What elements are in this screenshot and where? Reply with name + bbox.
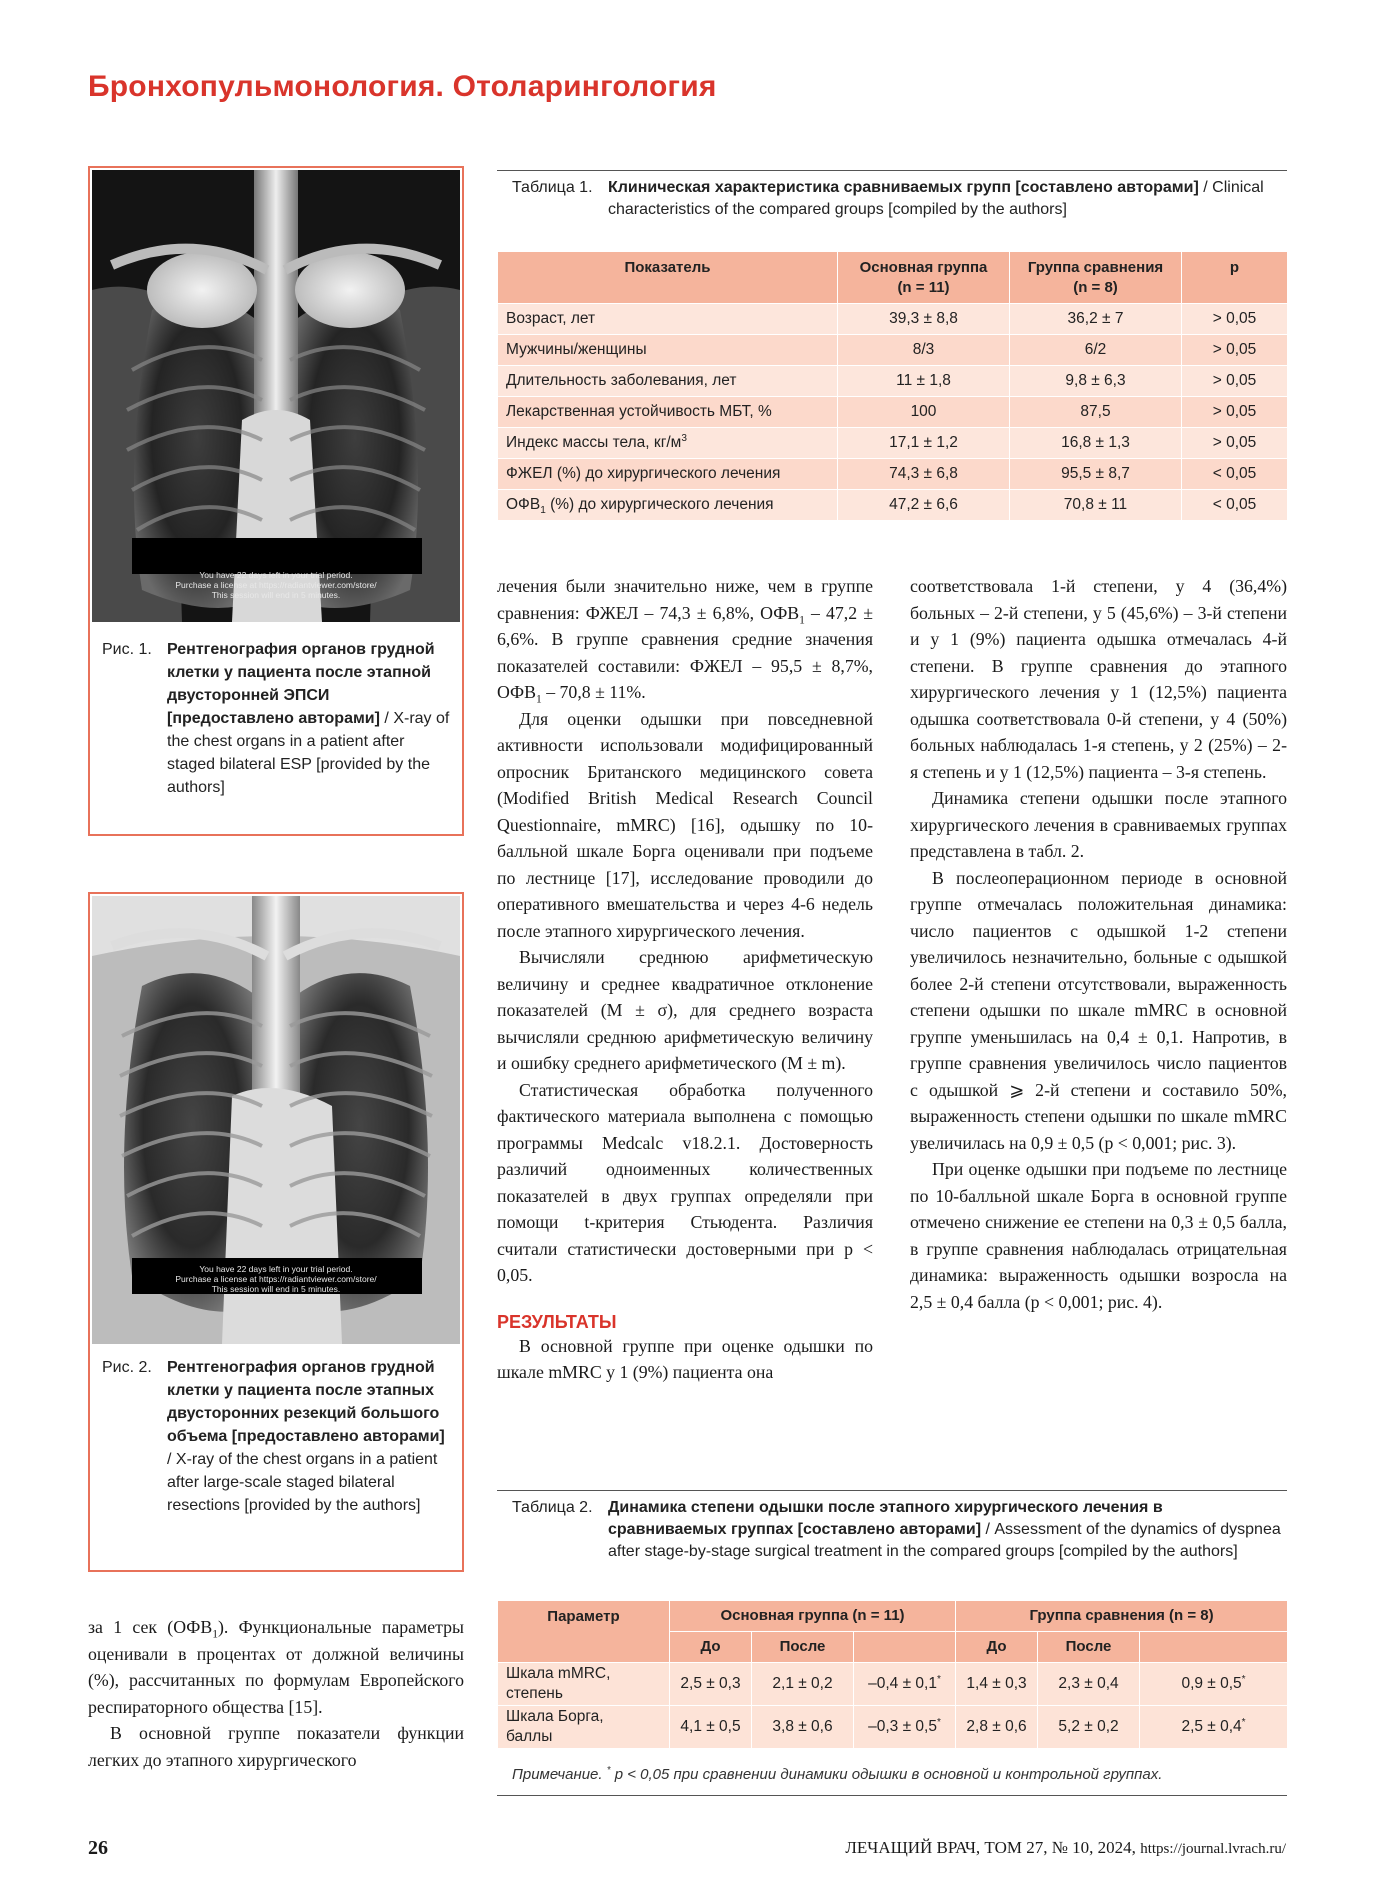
table-row: Лекарственная устойчивость МБТ, % 100 87,5 > 0,05 — [498, 397, 1288, 428]
figure-1-label: Рис. 1. — [102, 641, 152, 658]
left-column-text — [88, 1614, 464, 1773]
paragraph: В основной группе показатели функции легких до этапного хирургического — [88, 1723, 464, 1770]
xray-image-2 — [92, 896, 460, 1344]
results-heading: РЕЗУЛЬТАТЫ — [497, 1311, 617, 1332]
paragraph: соответствовала 1-й степени, у 4 (36,4%) больных – 2-й степени, у 5 (45,6%) – 3-й степени и у 1 (9%) пациента одышка отмечалась 4-й степени. В группе сравнения до этапного хирургического лечения у 1 (12,5%) пациента одышка соответствовала 0-й степени, у 4 (50%) больных наблюдалась 1-я степень, у 2 (25%) – 2-я степень и у 1 (12,5%) пациента – 3-я степень. — [910, 576, 1287, 782]
table-2 — [497, 1600, 1288, 1749]
table-1-title-ru: Клиническая характеристика сравниваемых групп [составлено авторами] — [608, 179, 1199, 196]
table-row: ФЖЕЛ (%) до хирургического лечения 74,3 ± 6,8 95,5 ± 8,7 < 0,05 — [498, 459, 1288, 490]
table-2-top-rule — [497, 1490, 1287, 1491]
middle-column-text — [497, 573, 873, 1386]
table-1-label: Таблица 1. — [512, 179, 593, 196]
table-1-header-main: Основная группа (n = 11) — [838, 252, 1010, 304]
figure-1 — [88, 166, 464, 836]
table-1-header-p: p — [1182, 252, 1288, 304]
table-2-header-comp-before: До — [956, 1632, 1038, 1663]
paragraph: лечения были значительно ниже, чем в группе сравнения: ФЖЕЛ – 74,3 ± 6,8%, $ОФВ_1 - 47,2 \pm 6,6\%$. В группе сравнения средние значения показателей составили: ФЖЕЛ – 95,5 ± 8,7%, $ОФВ_1 - 70,8 \pm 11\%$. — [497, 576, 873, 706]
table-2-header-param: Параметр — [498, 1601, 670, 1663]
table-2-caption: Таблица 2. Динамика степени одышки после этапного хирургического лечения в сравниваемых группах [составлено авторами] / Assessment of the dynamics of dyspnea after stage-by-stage surgical treatment in the compared groups [compiled by the authors] — [512, 1499, 1281, 1560]
table-row: Шкала Борга, баллы 4,1 ± 0,5 3,8 ± 0,6 –0,3 ± 0,5* 2,8 ± 0,6 5,2 ± 0,2 2,5 ± 0,4* — [498, 1706, 1288, 1749]
table-2-title-ru: Динамика степени одышки после этапного хирургического лечения в сравниваемых группах [составлено авторами] — [608, 1499, 1163, 1538]
table-2-header-comp-after: После — [1038, 1632, 1140, 1663]
page-number: 26 — [88, 1837, 108, 1859]
table-2-header-main: Основная группа (n = 11) — [670, 1601, 956, 1632]
table-2-label: Таблица 2. — [512, 1499, 593, 1516]
paragraph: Вычисляли среднюю арифметическую величину и среднее квадратичное отклонение показателей (М ± σ), для среднего возраста вычисляли среднюю арифметическую величину и ошибку среднего арифметического (М ± m). — [497, 947, 873, 1073]
table-2-note: Примечание. * р < 0,05 при сравнении динамики одышки в основной и контрольной группах. — [512, 1765, 1163, 1783]
table-1-header-comp: Группа сравнения (n = 8) — [1010, 252, 1182, 304]
figure-2-title-ru: Рентгенография органов грудной клетки у пациента после этапных двусторонних резекций большого объема [предоставлено авторами] — [167, 1359, 445, 1445]
journal-url[interactable]: https://journal.lvrach.ru/ — [1140, 1841, 1286, 1857]
figure-1-title-en: X-ray of the chest organs in a patient after staged bilateral ESP [provided by the authors] — [167, 710, 450, 796]
table-row: Длительность заболевания, лет 11 ± 1,8 9,8 ± 6,3 > 0,05 — [498, 366, 1288, 397]
xray-watermark: You have 22 days left in your trial period. Purchase a license at https://radiantviewer.com/store/ This session will end in 5 minutes. — [175, 570, 377, 600]
table-2-header-comp-delta — [1140, 1632, 1288, 1663]
table-1-top-rule — [497, 170, 1287, 171]
table-2-bottom-rule — [497, 1795, 1287, 1796]
figure-2 — [88, 892, 464, 1572]
table-row: Индекс массы тела, $кг/м^3$ 17,1 ± 1,2 16,8 ± 1,3 > 0,05 — [498, 428, 1288, 459]
table-row: $ОФВ_1$ (%) до хирургического лечения 47,2 ± 6,6 70,8 ± 11 < 0,05 — [498, 490, 1288, 521]
table-row: Мужчины/женщины 8/3 6/2 > 0,05 — [498, 335, 1288, 366]
table-2-title-en: Assessment of the dynamics of dyspnea after stage-by-stage surgical treatment in the compared groups [compiled by the authors] — [608, 1521, 1281, 1560]
paragraph: При оценке одышки при подъеме по лестнице по 10-балльной шкале Борга в основной группе отмечено снижение ее степени на 0,3 ± 0,5 балла, в группе сравнения наблюдалась отрицательная динамика: выраженность одышки возросла на 2,5 ± 0,4 балла (р < 0,001; рис. 4). — [910, 1159, 1287, 1312]
table-2-header-main-delta — [854, 1632, 956, 1663]
paragraph: В основной группе при оценке одышки по шкале mMRC у 1 (9%) пациента она — [497, 1335, 873, 1382]
xray-watermark: You have 22 days left in your trial period. Purchase a license at https://radiantviewer.com/store/ This session will end in 5 minutes. — [175, 1264, 377, 1294]
xray-image-1 — [92, 170, 460, 622]
figure-2-label: Рис. 2. — [102, 1359, 152, 1376]
table-1-caption: Таблица 1. Клиническая характеристика сравниваемых групп [составлено авторами] / Clinical characteristics of the compared groups [compiled by the authors] — [512, 179, 1264, 218]
table-row: Шкала mMRC, степень 2,5 ± 0,3 2,1 ± 0,2 –0,4 ± 0,1* 1,4 ± 0,3 2,3 ± 0,4 0,9 ± 0,5* — [498, 1663, 1288, 1706]
table-1 — [497, 251, 1288, 521]
table-1-title-en: Clinical characteristics of the compared groups [compiled by the authors] — [608, 179, 1264, 218]
paragraph: В послеоперационном периоде в основной группе отмечалась положительная динамика: число пациентов с одышкой 1-2 степени увеличилось незначительно, больные с одышкой более 2-й степени отсутствовали, выраженность степени одышки по шкале mMRC в основной группе уменьшилась на 0,4 ± 0,1. Напротив, в группе сравнения увеличилось число пациентов с одышкой ⩾ 2-й степени и составило 50%, выраженность степени одышки по шкале mMRC увеличилась на 0,9 ± 0,5 (р < 0,001; рис. 3). — [910, 867, 1287, 1153]
paragraph: Статистическая обработка полученного фактического материала выполнена с помощью программы Medcalc v18.2.1. Достоверность различий одноименных количественных показателей в двух группах определяли при помощи t-критерия Стьюдента. Различия считали статистически достоверными при р < 0,05. — [497, 1079, 873, 1285]
table-2-header-main-after: После — [752, 1632, 854, 1663]
table-2-header-comp: Группа сравнения (n = 8) — [956, 1601, 1288, 1632]
paragraph: за 1 сек $(ОФВ_1)$. Функциональные параметры оценивали в процентах от должной величины (%), рассчитанных по формулам Европейского респираторного общества [15]. — [88, 1617, 464, 1717]
table-row: Возраст, лет 39,3 ± 8,8 36,2 ± 7 > 0,05 — [498, 304, 1288, 335]
table-2-header-main-before: До — [670, 1632, 752, 1663]
section-header: Бронхопульмонология. Отоларингология — [88, 70, 717, 103]
figure-1-title-ru: Рентгенография органов грудной клетки у пациента после этапной двусторонней ЭПСИ [предоставлено авторами] — [167, 641, 435, 727]
table-1-header-param: Показатель — [498, 252, 838, 304]
paragraph: Для оценки одышки при повседневной активности использовали модифицированный опросник Британского медицинского совета (Modified British Medical Research Council Questionnaire, mMRC) [16], одышку по 10-балльной шкале Борга оценивали при подъеме по лестнице [17], исследование проводили до оперативного вмешательства и через 4-6 недель после этапного хирургического лечения. — [497, 708, 873, 941]
journal-footer: ЛЕЧАЩИЙ ВРАЧ, ТОМ 27, № 10, 2024, https://journal.lvrach.ru/ — [845, 1838, 1286, 1857]
right-column-text — [910, 573, 1287, 1315]
figure-2-caption: Рис. 2. Рентгенография органов грудной клетки у пациента после этапных двусторонних резекций большого объема [предоставлено авторами] / X-ray of the chest organs in a patient after large-scale staged bilateral resections [provided by the authors] — [102, 1356, 452, 1517]
figure-2-title-en: X-ray of the chest organs in a patient after large-scale staged bilateral resections [provided by the authors] — [167, 1451, 438, 1514]
paragraph: Динамика степени одышки после этапного хирургического лечения в сравниваемых группах представлена в табл. 2. — [910, 788, 1287, 861]
figure-1-caption: Рис. 1. Рентгенография органов грудной клетки у пациента после этапной двусторонней ЭПСИ [предоставлено авторами] / X-ray of the chest organs in a patient after staged bilateral ESP [provided by the authors] — [102, 638, 452, 799]
